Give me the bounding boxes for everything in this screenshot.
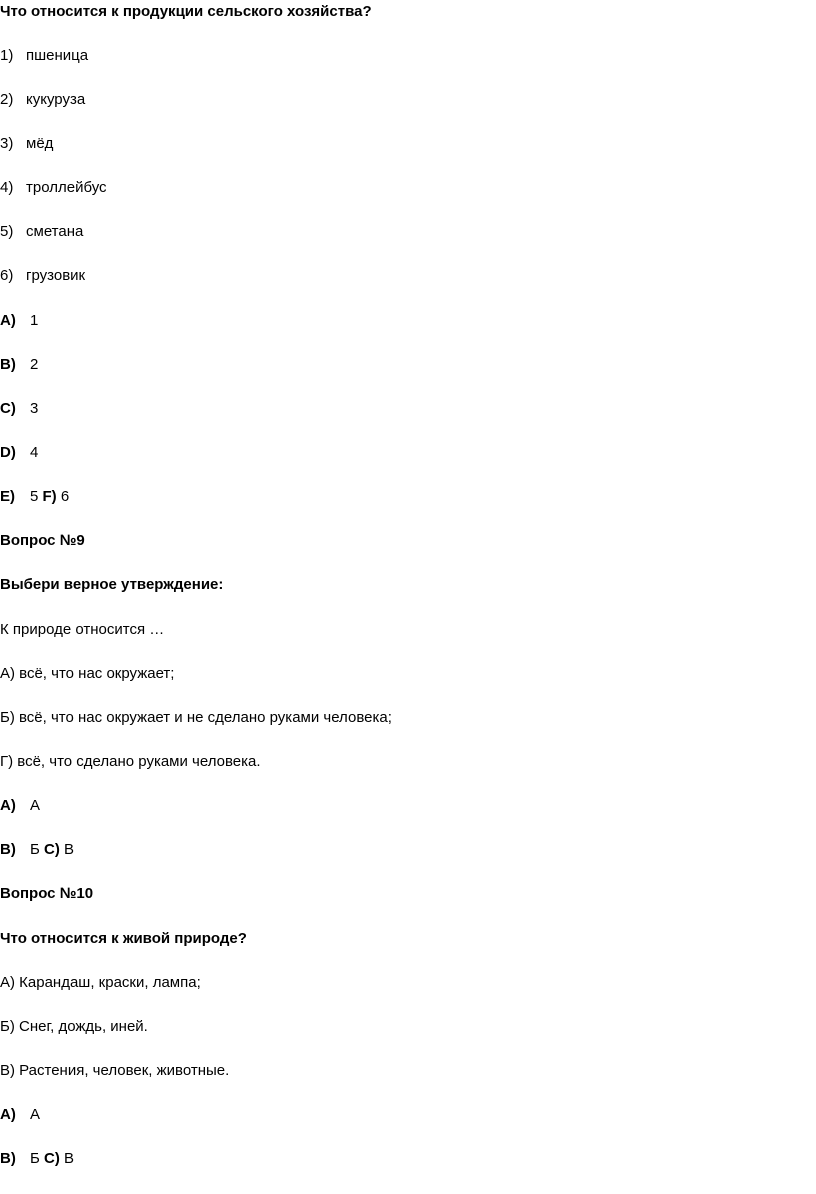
q10-answer-a[interactable] (0, 1105, 40, 1125)
q10-question: Что относится к живой природе? (0, 930, 247, 947)
q9-question: Выбери верное утверждение: (0, 576, 224, 593)
q9-statement-b: Б) всё, что нас окружает и не сделано руками человека; (0, 709, 392, 726)
item-number: 3) (0, 135, 14, 152)
answer-key: F) (42, 488, 57, 505)
q9-statement-a: А) всё, что нас окружает; (0, 665, 175, 682)
answer-value: Б (30, 1150, 40, 1167)
q8-item-2 (0, 90, 85, 110)
answer-key: C) (44, 1150, 60, 1167)
q9-statement-g: Г) всё, что сделано руками человека. (0, 753, 261, 770)
q9-answer-a[interactable] (0, 796, 40, 816)
answer-key: C) (44, 841, 60, 858)
item-text: мёд (26, 135, 54, 152)
answer-value: А (30, 1106, 41, 1123)
answer-value: 5 (30, 488, 39, 505)
q10-statement-a: А) Карандаш, краски, лампа; (0, 974, 201, 991)
answer-value: А (30, 797, 41, 814)
q10-statement-v: В) Растения, человек, животные. (0, 1062, 230, 1079)
answer-key: A) (0, 312, 16, 329)
answer-key: D) (0, 444, 16, 461)
q8-answer-a[interactable] (0, 311, 38, 331)
answer-key: B) (0, 356, 16, 373)
item-number: 4) (0, 179, 14, 196)
q9-prompt: К природе относится … (0, 621, 165, 638)
answer-key: E) (0, 488, 15, 505)
answer-key: A) (0, 797, 16, 814)
answer-value: В (64, 1150, 75, 1167)
answer-value: 4 (30, 444, 39, 461)
answer-value: 3 (30, 400, 39, 417)
q8-item-6 (0, 266, 85, 286)
q8-answer-d[interactable] (0, 443, 38, 463)
q8-answer-c[interactable] (0, 399, 38, 419)
q10-header: Вопрос №10 (0, 885, 94, 902)
q8-item-3 (0, 134, 53, 154)
answer-value: Б (30, 841, 40, 858)
answer-value: 6 (60, 488, 70, 505)
q8-item-4 (0, 178, 107, 198)
answer-key: C) (0, 400, 16, 417)
answer-value: 1 (30, 312, 39, 329)
q10-statement-b: Б) Снег, дождь, иней. (0, 1018, 148, 1035)
answer-key: B) (0, 841, 16, 858)
answer-key: B) (0, 1150, 16, 1167)
q8-item-1 (0, 46, 88, 66)
q9-answer-bc[interactable] (0, 840, 74, 860)
answer-key: A) (0, 1106, 16, 1123)
item-number: 5) (0, 223, 14, 240)
q10-answer-bc[interactable] (0, 1149, 74, 1169)
item-text: троллейбус (26, 179, 107, 196)
answer-value: 2 (30, 356, 39, 373)
item-text: пшеница (26, 47, 89, 64)
q8-question: Что относится к продукции сельского хозяйства? (0, 3, 372, 20)
q8-answer-ef[interactable] (0, 487, 69, 507)
item-text: грузовик (26, 267, 86, 284)
q9-header: Вопрос №9 (0, 532, 85, 549)
item-number: 1) (0, 47, 14, 64)
item-number: 6) (0, 267, 14, 284)
item-text: сметана (26, 223, 84, 240)
q8-item-5 (0, 222, 83, 242)
answer-value: В (64, 841, 75, 858)
item-number: 2) (0, 91, 14, 108)
q8-answer-b[interactable] (0, 355, 38, 375)
item-text: кукуруза (26, 91, 86, 108)
